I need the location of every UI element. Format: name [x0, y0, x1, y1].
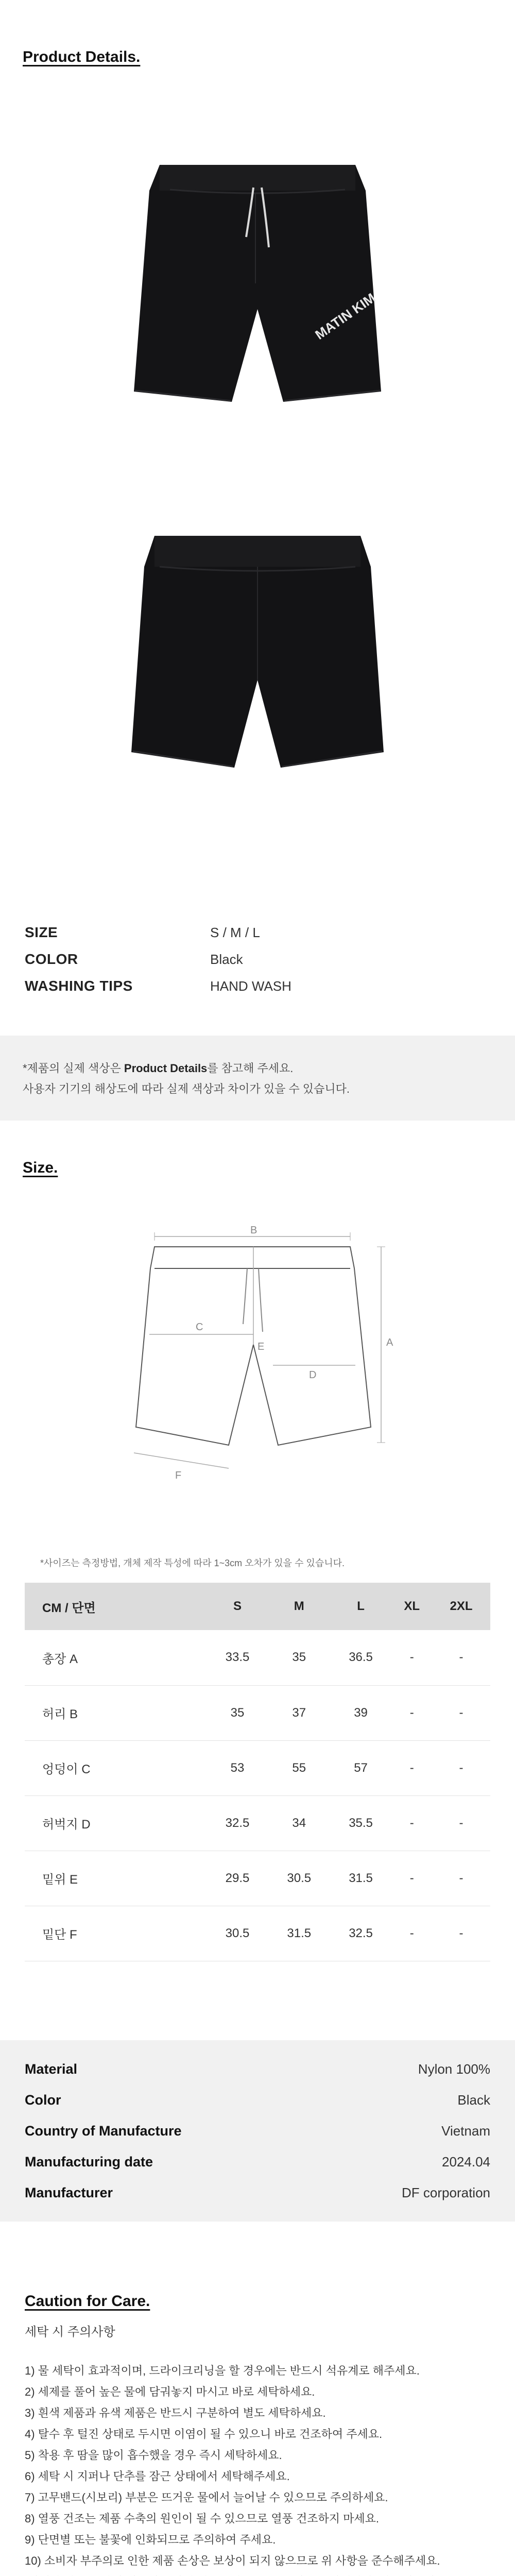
table-cell: 총장 A — [25, 1630, 207, 1685]
info-row-color — [25, 2084, 490, 2115]
care-section — [0, 2293, 515, 2576]
list-item: 8) 열풍 건조는 제품 수축의 원인이 될 수 있으므로 열풍 건조하지 마세요. — [25, 2512, 379, 2525]
table-cell: - — [391, 1740, 432, 1795]
table-cell: - — [432, 1851, 490, 1906]
spec-key: COLOR — [25, 951, 78, 967]
table-cell: 허리 B — [25, 1685, 207, 1740]
spec-row-washing — [25, 973, 490, 999]
table-cell: 35 — [207, 1685, 268, 1740]
care-subtitle: 세탁 시 주의사항 — [25, 2325, 115, 2339]
spec-row-color — [25, 946, 490, 973]
size-table — [25, 1583, 490, 1961]
spec-row-size — [25, 919, 490, 946]
table-cell: - — [432, 1795, 490, 1851]
table-cell: 57 — [330, 1740, 392, 1795]
size-header-cell: S — [207, 1583, 268, 1630]
table-cell: 36.5 — [330, 1630, 392, 1685]
info-key: Country of Manufacture — [25, 2123, 182, 2139]
table-cell: 34 — [268, 1795, 330, 1851]
table-cell: 55 — [268, 1740, 330, 1795]
table-cell: 밑위 E — [25, 1851, 207, 1906]
table-cell: 32.5 — [207, 1795, 268, 1851]
size-header-cell: 2XL — [432, 1583, 490, 1630]
table-cell: 엉덩이 C — [25, 1740, 207, 1795]
info-key: Manufacturer — [25, 2184, 113, 2200]
color-notice-box — [0, 1036, 515, 1121]
table-cell: 30.5 — [207, 1906, 268, 1961]
care-footnote — [25, 2571, 490, 2576]
list-item: 3) 흰색 제품과 유색 제품은 반드시 구분하여 별도 세탁하세요. — [25, 2406, 326, 2419]
info-key: Color — [25, 2092, 61, 2108]
list-item: 7) 고무밴드(시보리) 부분은 뜨거운 물에서 늘어날 수 있으므로 주의하세요. — [25, 2491, 388, 2504]
size-title: Size. — [23, 1159, 58, 1176]
size-header-cell: CM / 단면 — [25, 1583, 207, 1630]
info-value: Black — [457, 2092, 490, 2108]
table-cell: - — [391, 1685, 432, 1740]
table-cell: 31.5 — [268, 1906, 330, 1961]
spec-value: Black — [210, 951, 243, 967]
size-header-cell: L — [330, 1583, 392, 1630]
info-row-country — [25, 2115, 490, 2146]
table-cell: 30.5 — [268, 1851, 330, 1906]
list-item: 6) 세탁 시 지퍼나 단추를 잠근 상태에서 세탁해주세요. — [25, 2470, 290, 2483]
diagram-label-d: D — [309, 1369, 317, 1381]
table-cell: 29.5 — [207, 1851, 268, 1906]
color-notice-prefix: *제품의 실제 색상은 — [23, 1062, 124, 1075]
table-cell: 33.5 — [207, 1630, 268, 1685]
list-item: 9) 단면별 또는 불꽃에 인화되므로 주의하여 주세요. — [25, 2533, 276, 2546]
size-header-cell: XL — [391, 1583, 432, 1630]
table-cell: 31.5 — [330, 1851, 392, 1906]
list-item: 4) 탈수 후 털진 상태로 두시면 이염이 될 수 있으니 바로 건조하여 주세요. — [25, 2428, 383, 2441]
diagram-label-e: E — [258, 1341, 265, 1352]
info-row-date — [25, 2146, 490, 2177]
shorts-back-photo — [0, 495, 515, 824]
table-cell: 허벅지 D — [25, 1795, 207, 1851]
info-row-manufacturer — [25, 2177, 490, 2208]
table-cell: - — [432, 1630, 490, 1685]
product-details-heading — [23, 48, 140, 66]
size-note: *사이즈는 측정방법, 개체 제작 특성에 따라 1~3cm 오차가 있을 수 있습니다. — [40, 1558, 345, 1568]
table-cell: - — [432, 1906, 490, 1961]
table-cell: - — [391, 1906, 432, 1961]
table-cell: 39 — [330, 1685, 392, 1740]
spec-list — [0, 919, 515, 999]
table-row — [25, 1906, 490, 1961]
care-list — [25, 2360, 490, 2576]
list-item: 2) 세제를 풀어 높은 물에 담궈놓지 마시고 바로 세탁하세요. — [25, 2385, 315, 2398]
size-header-cell: M — [268, 1583, 330, 1630]
info-value: 2024.04 — [442, 2154, 490, 2170]
diagram-label-a: A — [386, 1337, 393, 1348]
table-cell: 밑단 F — [25, 1906, 207, 1961]
list-item: 1) 물 세탁이 효과적이며, 드라이크리닝을 할 경우에는 반드시 석유계로 해주세요. — [25, 2364, 420, 2377]
diagram-label-c: C — [196, 1321, 203, 1333]
info-value: Nylon 100% — [418, 2061, 490, 2077]
table-cell: - — [432, 1740, 490, 1795]
color-notice-line2: 사용자 기기의 해상도에 따라 실제 색상과 차이가 있을 수 있습니다. — [23, 1082, 350, 1095]
size-diagram — [0, 1226, 515, 1504]
spec-value: HAND WASH — [210, 978, 291, 994]
info-key: Manufacturing date — [25, 2154, 153, 2170]
table-row — [25, 1740, 490, 1795]
brand-logo-print: MATIN KIM — [312, 290, 379, 343]
color-notice-line1 — [23, 1058, 492, 1079]
color-notice-suffix: 를 참고해 주세요. — [207, 1062, 294, 1075]
table-row — [25, 1630, 490, 1685]
product-info-box — [0, 2040, 515, 2222]
info-row-material — [25, 2054, 490, 2084]
spec-key: WASHING TIPS — [25, 978, 133, 994]
table-cell: - — [391, 1630, 432, 1685]
spec-value: S / M / L — [210, 924, 260, 940]
size-table-header — [25, 1583, 490, 1630]
diagram-label-b: B — [250, 1226, 258, 1236]
list-item: 10) 소비자 부주의로 인한 제품 손상은 보상이 되지 않으므로 위 사항을 준수해주세요. — [25, 2554, 440, 2567]
spec-key: SIZE — [25, 924, 58, 940]
list-item: 5) 착용 후 땀을 많이 흡수했을 경우 즉시 세탁하세요. — [25, 2449, 282, 2462]
table-cell: 37 — [268, 1685, 330, 1740]
table-row — [25, 1685, 490, 1740]
shorts-front-photo — [0, 113, 515, 474]
size-table-wrap — [0, 1583, 515, 1961]
table-row — [25, 1795, 490, 1851]
info-key: Material — [25, 2061, 78, 2077]
diagram-label-f: F — [175, 1470, 182, 1481]
table-cell: - — [391, 1795, 432, 1851]
table-cell: - — [432, 1685, 490, 1740]
table-cell: - — [391, 1851, 432, 1906]
info-value: DF corporation — [402, 2184, 490, 2200]
measure-line-f — [134, 1453, 229, 1468]
table-cell: 32.5 — [330, 1906, 392, 1961]
product-details-title: Product Details. — [23, 48, 141, 65]
table-cell: 35.5 — [330, 1795, 392, 1851]
table-cell: 35 — [268, 1630, 330, 1685]
size-heading — [23, 1159, 58, 1177]
table-row — [25, 1851, 490, 1906]
color-notice-bold: Product Details — [124, 1062, 208, 1075]
care-title: Caution for Care. — [25, 2293, 150, 2310]
info-value: Vietnam — [441, 2123, 490, 2139]
table-cell: 53 — [207, 1740, 268, 1795]
